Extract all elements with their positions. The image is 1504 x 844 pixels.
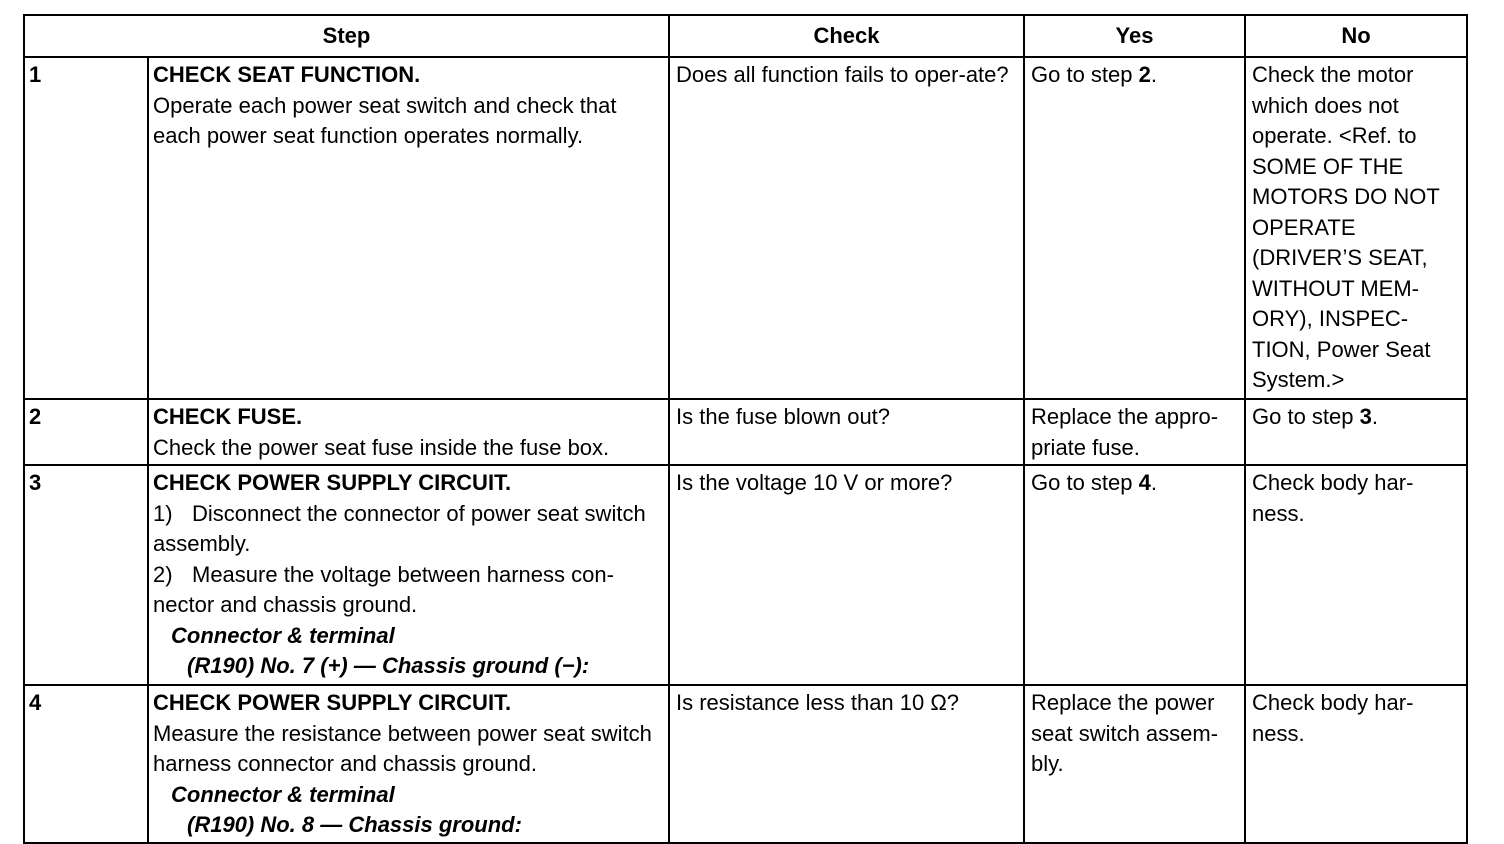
item-text: Disconnect the connector of power seat switch assembly. — [153, 500, 646, 556]
step-number: 1 — [24, 57, 148, 399]
step-cell — [148, 685, 669, 843]
connector-value: (R190) No. 7 (+) — Chassis ground (−): — [187, 653, 590, 678]
table-row — [24, 685, 1467, 843]
yes-text: Go to step — [1031, 62, 1139, 87]
item-number: 1) — [153, 500, 173, 526]
header-yes: Yes — [1024, 15, 1245, 57]
no-cell: Check body har-ness. — [1245, 685, 1467, 843]
header-row — [24, 15, 1467, 57]
step-number: 2 — [24, 399, 148, 465]
item-text: Measure the voltage between harness con-nector and chassis ground. — [153, 561, 614, 617]
connector-label: Connector & terminal — [171, 781, 395, 807]
check-cell: Is the voltage 10 V or more? — [669, 465, 1024, 685]
step-number: 4 — [24, 685, 148, 843]
table-row — [24, 465, 1467, 685]
item-number: 2) — [153, 561, 173, 587]
step-item — [153, 560, 662, 621]
check-cell: Is resistance less than 10 Ω? — [669, 685, 1024, 843]
yes-cell — [1024, 465, 1245, 685]
diagnostic-table — [23, 14, 1468, 844]
header-step: Step — [24, 15, 669, 57]
table-row — [24, 399, 1467, 465]
check-cell: Does all function fails to oper-ate? — [669, 57, 1024, 399]
step-item — [153, 499, 662, 560]
no-cell — [1245, 399, 1467, 465]
table-row — [24, 57, 1467, 399]
yes-end: . — [1150, 62, 1157, 87]
yes-step-ref: 2 — [1138, 62, 1151, 87]
step-title: CHECK POWER SUPPLY CIRCUIT. — [153, 470, 512, 495]
no-end: . — [1371, 404, 1378, 429]
step-title: CHECK FUSE. — [153, 404, 303, 429]
header-no: No — [1245, 15, 1467, 57]
step-cell — [148, 57, 669, 399]
check-cell: Is the fuse blown out? — [669, 399, 1024, 465]
step-body: Measure the resistance between power seat switch harness connector and chassis ground. — [153, 720, 652, 776]
step-body: Operate each power seat switch and check that each power seat function operates normally. — [153, 92, 617, 148]
step-title: CHECK POWER SUPPLY CIRCUIT. — [153, 690, 512, 715]
no-cell: Check body har-ness. — [1245, 465, 1467, 685]
yes-cell: Replace the appro-priate fuse. — [1024, 399, 1245, 465]
yes-cell: Replace the power seat switch assem-bly. — [1024, 685, 1245, 843]
yes-text: Go to step — [1031, 470, 1139, 495]
yes-cell — [1024, 57, 1245, 399]
header-check: Check — [669, 15, 1024, 57]
no-cell: Check the motor which does not operate. <Ref. to SOME OF THE MOTORS DO NOT OPERATE (DRIVER’S SEAT, WITHOUT MEM-ORY), INSPEC-TION, Power Seat System.> — [1245, 57, 1467, 399]
step-number: 3 — [24, 465, 148, 685]
step-body: Check the power seat fuse inside the fuse box. — [153, 434, 610, 460]
yes-end: . — [1150, 470, 1157, 495]
step-cell — [148, 465, 669, 685]
step-cell — [148, 399, 669, 465]
no-text: Go to step — [1252, 404, 1360, 429]
step-title: CHECK SEAT FUNCTION. — [153, 62, 421, 87]
connector-value: (R190) No. 8 — Chassis ground: — [187, 812, 522, 837]
connector-label: Connector & terminal — [171, 622, 395, 648]
yes-step-ref: 4 — [1138, 470, 1151, 495]
no-step-ref: 3 — [1359, 404, 1372, 429]
